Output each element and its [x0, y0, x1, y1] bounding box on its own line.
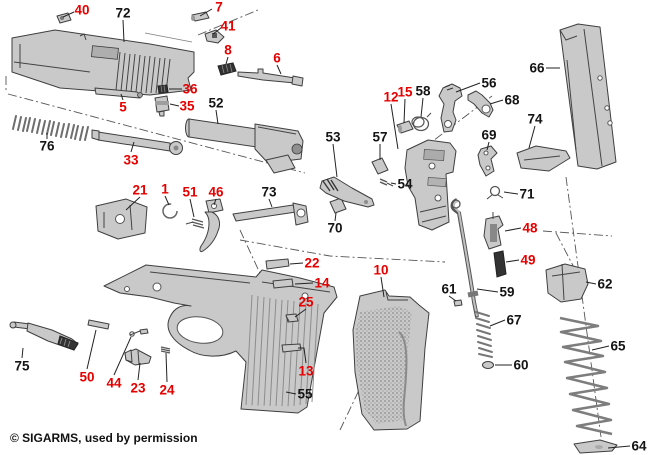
callout-33: 33 — [123, 152, 139, 168]
extractor-spring — [158, 85, 168, 93]
sear — [478, 146, 497, 176]
callout-55: 55 — [297, 386, 313, 402]
slide-catch-lever — [10, 322, 78, 350]
callout-24: 24 — [159, 382, 175, 398]
locking-insert — [96, 199, 147, 239]
callout-72: 72 — [115, 5, 131, 21]
callout-74: 74 — [527, 111, 543, 127]
magazine-floorplate — [574, 440, 617, 453]
barrel — [186, 119, 304, 173]
leader-54 — [391, 183, 396, 184]
recoil-spring — [13, 116, 88, 140]
leader-52 — [216, 110, 218, 124]
callout-7: 7 — [215, 0, 223, 15]
snap-ring — [163, 204, 177, 218]
leader-22 — [290, 263, 303, 264]
pin-7 — [191, 12, 209, 21]
callout-36: 36 — [182, 81, 198, 97]
spring-49 — [494, 251, 506, 277]
callout-52: 52 — [208, 95, 224, 111]
callout-14: 14 — [314, 275, 330, 291]
leader-72 — [123, 20, 124, 42]
callout-10: 10 — [373, 262, 389, 278]
leader-65 — [592, 346, 609, 350]
callout-68: 68 — [504, 92, 520, 108]
callout-76: 76 — [39, 138, 55, 154]
callout-70: 70 — [327, 220, 343, 236]
leader-68 — [490, 100, 503, 104]
magazine-catch — [125, 349, 151, 365]
callout-35: 35 — [179, 98, 195, 114]
callout-69: 69 — [481, 127, 497, 143]
leader-15 — [404, 99, 405, 123]
magazine-brake — [546, 264, 588, 302]
spring-pin-44 — [130, 329, 148, 336]
callout-51: 51 — [182, 184, 198, 200]
leader-59 — [477, 289, 498, 292]
callout-66: 66 — [529, 60, 545, 76]
leader-53 — [333, 144, 337, 177]
magazine-spring — [560, 318, 612, 434]
callout-71: 71 — [519, 186, 535, 202]
callout-13: 13 — [298, 363, 314, 379]
leader-49 — [506, 260, 519, 262]
callout-5: 5 — [119, 99, 127, 115]
leader-12 — [391, 104, 398, 149]
catch-spring-24 — [161, 347, 170, 353]
leader-71 — [504, 192, 518, 194]
callout-41: 41 — [220, 18, 236, 34]
pin-25 — [286, 314, 298, 322]
credit-line: © SIGARMS, used by permission — [10, 431, 198, 445]
callout-25: 25 — [298, 294, 314, 310]
pin-14 — [273, 279, 293, 288]
callout-21: 21 — [132, 182, 148, 198]
callout-58: 58 — [415, 83, 431, 99]
leader-48 — [505, 228, 521, 231]
recoil-spring-guide — [92, 130, 183, 155]
firing-pin-spring — [218, 63, 236, 75]
callout-73: 73 — [261, 184, 277, 200]
decocking-lever — [320, 177, 374, 207]
callout-53: 53 — [325, 129, 341, 145]
leader-73 — [269, 199, 272, 207]
leader-6 — [277, 65, 281, 74]
leader-50 — [87, 330, 96, 369]
trigger — [200, 199, 223, 252]
leader-35 — [170, 104, 179, 106]
mainspring-strut — [452, 200, 478, 317]
mainspring — [476, 312, 492, 357]
leader-23 — [138, 363, 140, 380]
callout-50: 50 — [79, 369, 95, 385]
callout-1: 1 — [161, 181, 169, 197]
pin-50 — [88, 320, 109, 329]
callout-8: 8 — [224, 42, 232, 58]
mainspring-seat — [483, 362, 494, 369]
grip — [353, 290, 429, 430]
callout-12: 12 — [383, 89, 399, 105]
callout-40: 40 — [74, 2, 90, 18]
callout-57: 57 — [372, 129, 388, 145]
magazine — [560, 24, 616, 169]
leader-67 — [490, 320, 505, 326]
callout-22: 22 — [304, 255, 320, 271]
slide-catch-74 — [517, 146, 570, 171]
leader-1 — [165, 196, 169, 205]
callout-15: 15 — [397, 84, 413, 100]
callout-64: 64 — [631, 438, 647, 454]
leader-24 — [166, 353, 167, 382]
trigger-bar — [233, 203, 308, 225]
leader-61 — [449, 296, 456, 301]
callout-48: 48 — [522, 220, 538, 236]
bushing-15 — [397, 121, 413, 133]
sear-spring — [487, 187, 503, 200]
callout-56: 56 — [481, 75, 497, 91]
callout-59: 59 — [499, 284, 515, 300]
callout-62: 62 — [597, 276, 613, 292]
leader-8 — [226, 57, 228, 64]
callout-65: 65 — [610, 338, 626, 354]
leader-58 — [421, 98, 423, 117]
callout-75: 75 — [14, 358, 30, 374]
callout-54: 54 — [397, 176, 413, 192]
pin-57 — [372, 158, 388, 174]
callout-67: 67 — [506, 312, 522, 328]
hammer-strut — [468, 91, 493, 117]
safety-lever-48 — [484, 212, 503, 249]
firing-pin — [238, 69, 303, 86]
callout-44: 44 — [106, 375, 122, 391]
callout-46: 46 — [208, 184, 224, 200]
leader-51 — [190, 199, 194, 217]
callout-23: 23 — [130, 380, 146, 396]
leader-74 — [529, 126, 535, 148]
callout-6: 6 — [273, 50, 281, 66]
trigger-spring — [186, 219, 204, 228]
pin-22 — [266, 259, 289, 269]
extractor-plunger — [155, 96, 169, 116]
callout-60: 60 — [513, 357, 529, 373]
callout-61: 61 — [441, 281, 457, 297]
fire-control-housing — [405, 140, 456, 230]
callout-49: 49 — [520, 252, 536, 268]
plunger-54 — [380, 179, 393, 186]
leader-75 — [22, 348, 23, 358]
